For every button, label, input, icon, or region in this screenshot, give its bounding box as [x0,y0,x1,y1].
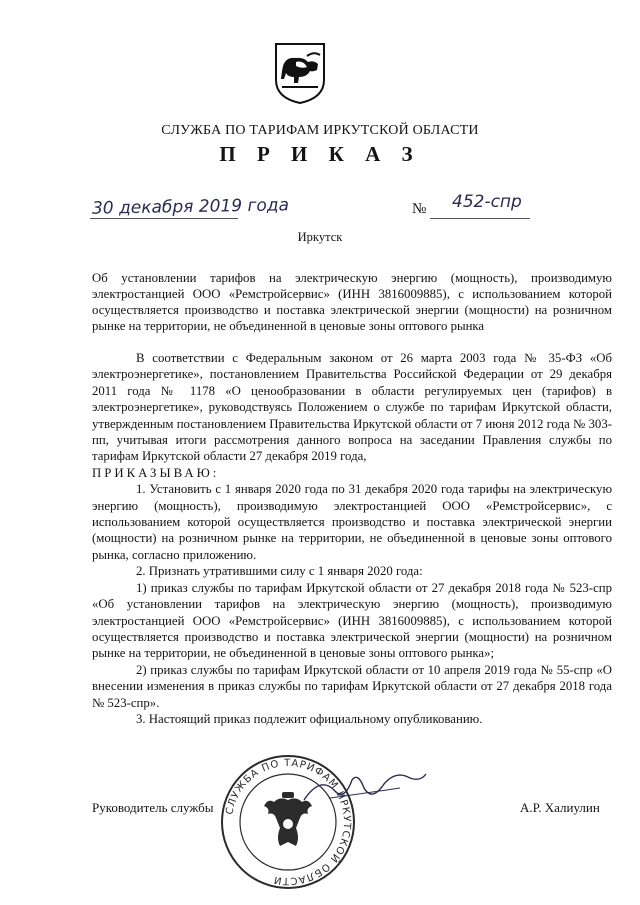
stamp-outer-text: СЛУЖБА ПО ТАРИФАМ ИРКУТСКОЙ ОБЛАСТИ [224,757,353,887]
coat-of-arms-emblem [274,42,326,104]
signer-name: А.Р. Халиулин [520,800,600,815]
order-body [92,350,612,727]
order-keyword: ПРИКАЗЫВАЮ: [92,465,220,480]
item-2-1-paragraph: 1) приказ службы по тарифам Иркутской области от 27 декабря 2018 года № 523-спр «Об установлении тарифов на электрическую энергию (мощность), производимую электростанцией ООО «Ремстройсервис» (ИНН 3816009885), с использованием которой осуществляется производство и поставка электрической энергии (мощности) на розничном рынке на территории, не объединенной в ценовые зоны оптового рынка»; [92,580,612,661]
item-1-paragraph: 1. Установить с 1 января 2020 года по 31 декабря 2020 года тарифы на электрическую энергию (мощность), производимую электростанцией ООО «Ремстройсервис», с использованием которой осуществляется производство и поставка электрической энергии (мощности) на розничном рынке на территории, не объединенной в ценовые зоны оптового рынка, согласно приложению. [92,482,612,562]
agency-name: СЛУЖБА ПО ТАРИФАМ ИРКУТСКОЙ ОБЛАСТИ [161,123,479,138]
date-underline [90,218,238,219]
city-name: Иркутск [297,230,343,244]
order-subject: Об установлении тарифов на электрическую энергию (мощность), производимую электростанцией ООО «Ремстройсервис» (ИНН 3816009885), с использованием которой осуществляется производство и поставка электрической энергии (мощности) на розничном рынке на территории, не объединенной в ценовые зоны оптового рынка [92,271,612,333]
handwritten-signature [300,768,430,808]
number-underline [430,218,530,219]
item-3-paragraph: 3. Настоящий приказ подлежит официальному опубликованию. [136,711,483,726]
item-2-paragraph: 2. Признать утратившими силу с 1 января 2020 года: [136,564,423,579]
item-2-2-paragraph: 2) приказ службы по тарифам Иркутской области от 10 апреля 2019 года № 55-спр «О внесении изменения в приказ службы по тарифам Иркутской области от 27 декабря 2018 года № 523-спр». [92,662,612,710]
order-date: 30 декабря 2019 года [91,195,290,219]
document-type-title: П Р И К А З [219,142,421,166]
number-sign: № [412,201,427,217]
preamble-paragraph: В соответствии с Федеральным законом от 26 марта 2003 года № 35-ФЗ «Об электроэнергетике», постановлением Правительства Российской Федерации от 29 декабря 2011 года № 1178 «О ценообразовании в области регулируемых цен (тарифов) в электроэнергетике», руководствуясь Положением о службе по тарифам Иркутской области, утвержденным постановлением Правительства Иркутской области от 7 июня 2012 года № 303-пп, учитывая итоги рассмотрения данного вопроса на заседании Правления службы по тарифам Иркутской области 27 декабря 2019 года, [92,351,612,464]
signer-position: Руководитель службы [92,800,214,815]
order-number: 452-спр [452,192,522,212]
